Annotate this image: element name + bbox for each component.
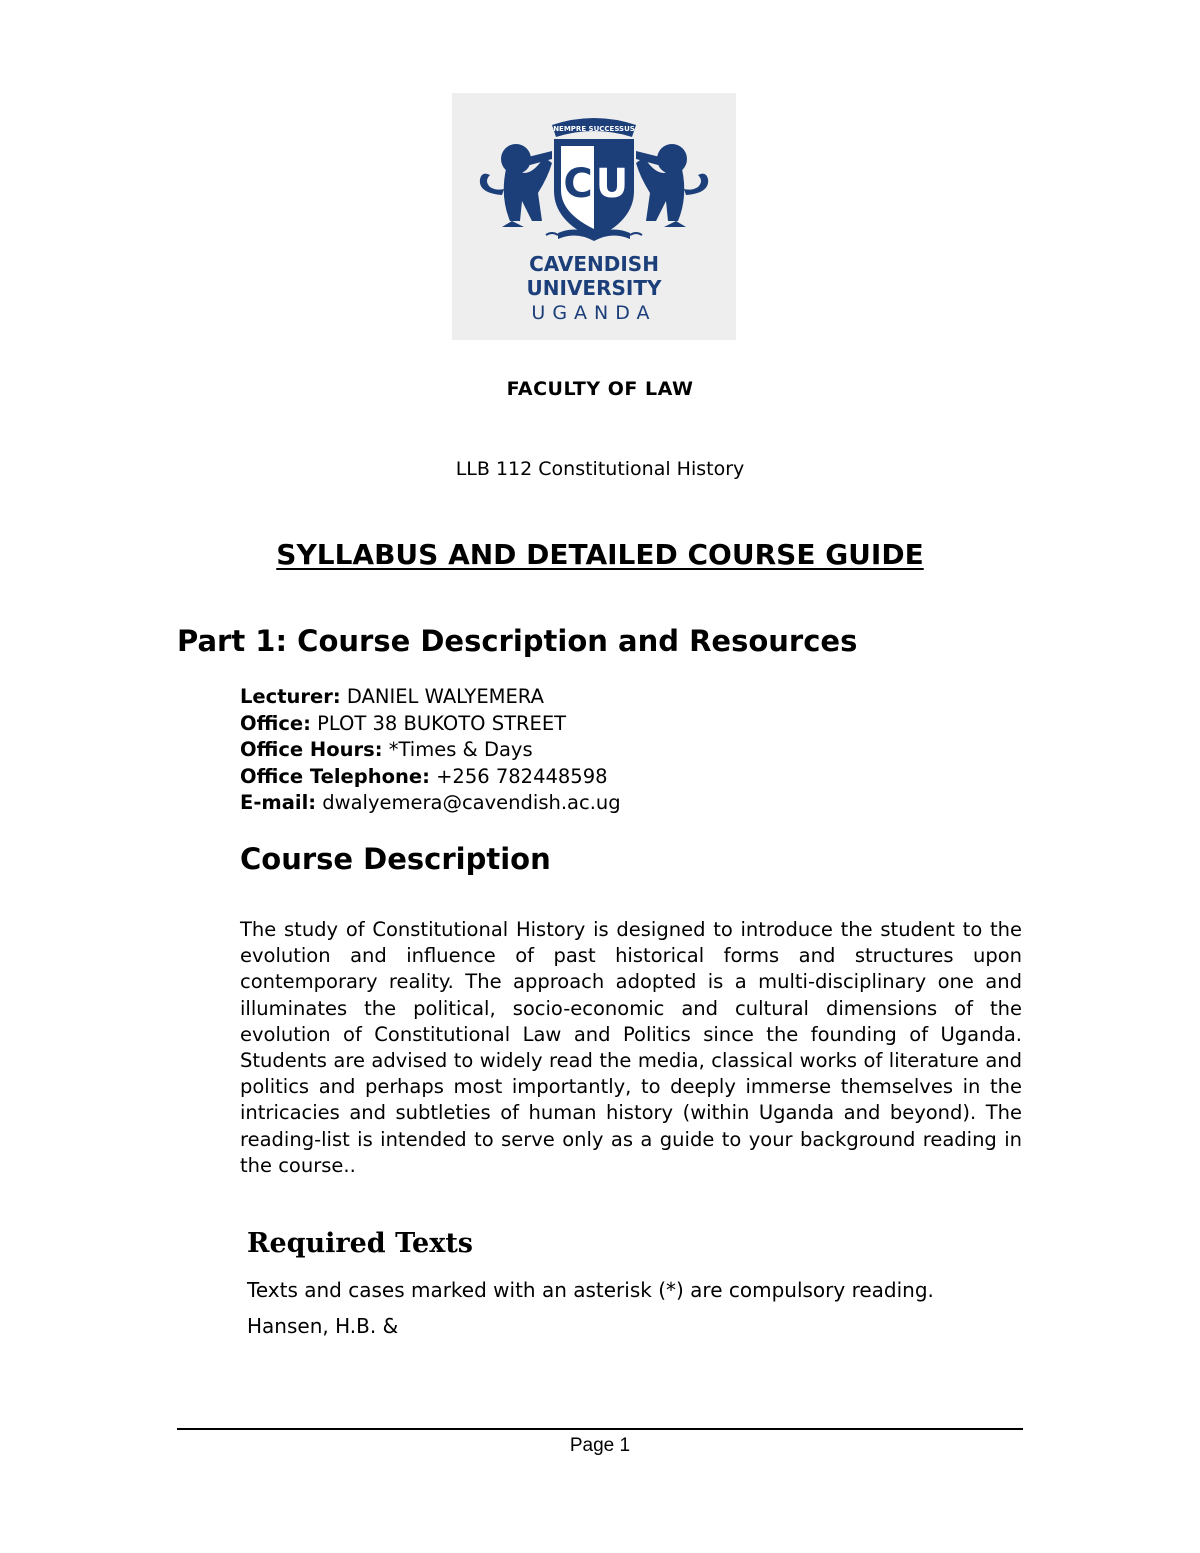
contact-label: E-mail:	[240, 791, 317, 814]
footer-divider	[177, 1428, 1023, 1430]
contact-email	[240, 790, 621, 817]
contact-label: Office Hours:	[240, 738, 383, 761]
contact-value: +256 782448598	[429, 764, 608, 788]
course-description-heading: Course Description	[240, 842, 551, 876]
course-description-body: The study of Constitutional History is designed to introduce the student to the evolution and influence of past historical forms and structures upon contemporary reality. The approach adopted is a multi-disciplinary one and illuminates the political, socio-economic and cultural dimensions of the evolution of Constitutional Law and Politics since the founding of Uganda. Students are advised to widely read the media, classical works of literature and politics and perhaps most importantly, to deeply immerse themselves in the intricacies and subtleties of human history (within Uganda and beyond). The reading-list is intended to serve only as a guide to your background reading in the course..	[240, 918, 1022, 1177]
part-1-heading: Part 1: Course Description and Resources	[177, 624, 858, 658]
course-code: LLB 112 Constitutional History	[455, 458, 745, 480]
right-lion-icon	[636, 144, 708, 227]
crest-icon	[452, 93, 736, 340]
contact-office-hours	[240, 737, 621, 764]
contact-label: Office:	[240, 711, 311, 735]
contact-value: PLOT 38 BUKOTO STREET	[310, 711, 567, 735]
contact-value: dwalyemera@cavendish.ac.ug	[316, 791, 621, 814]
monogram-u: U	[595, 161, 629, 207]
document-title: SYLLABUS AND DETAILED COURSE GUIDE	[276, 538, 924, 571]
faculty-name: FACULTY OF LAW	[506, 378, 694, 400]
page-number: Page 1	[569, 1435, 631, 1456]
logo-line-uganda: UGANDA	[531, 302, 657, 324]
contact-lecturer	[240, 684, 621, 711]
contact-value: DANIEL WALYEMERA	[340, 685, 544, 708]
contact-office	[240, 711, 621, 738]
university-logo	[452, 93, 736, 340]
logo-line-university: UNIVERSITY	[526, 276, 662, 300]
contact-value: *Times & Days	[382, 738, 533, 761]
logo-line-cavendish: CAVENDISH	[529, 252, 659, 276]
contact-telephone	[240, 764, 621, 791]
contact-label: Office Telephone:	[240, 764, 430, 788]
required-texts-note: Texts and cases marked with an asterisk (*) are compulsory reading.	[247, 1278, 934, 1302]
monogram-c: C	[563, 161, 593, 207]
required-text-item: Hansen, H.B. &	[247, 1314, 399, 1338]
motto-text: NEMPRE SUCCESSUS	[553, 125, 635, 133]
contact-details	[240, 684, 621, 817]
required-texts-heading: Required Texts	[247, 1228, 474, 1259]
contact-label: Lecturer:	[240, 685, 341, 708]
left-lion-icon	[480, 144, 552, 227]
